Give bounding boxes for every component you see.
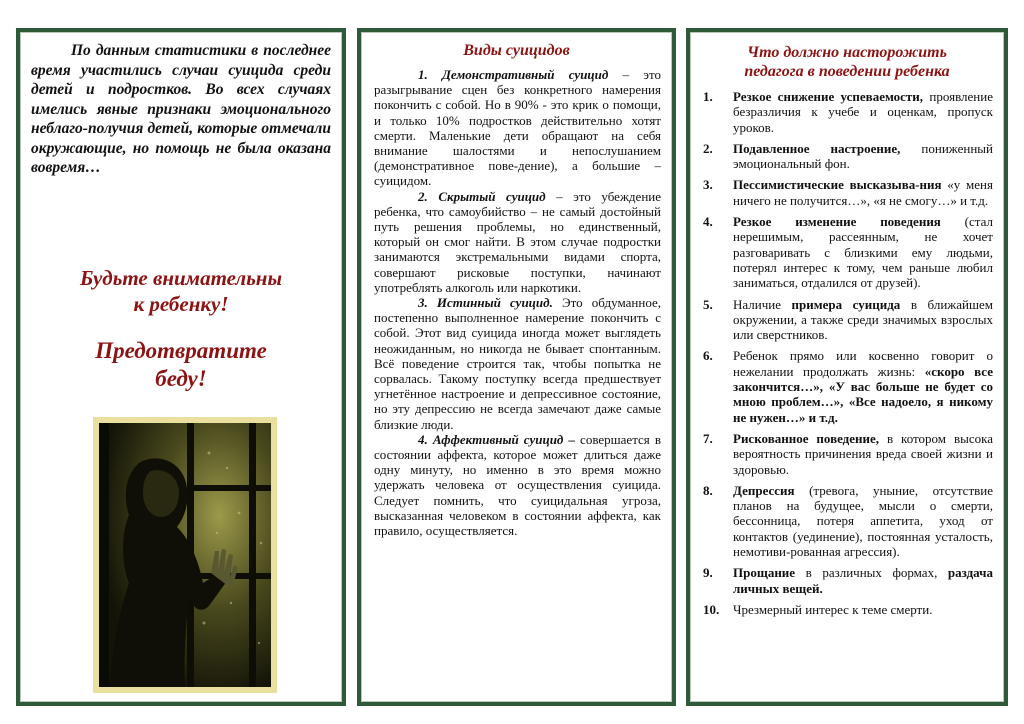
item-bold-text: раздача личных вещей. xyxy=(733,565,993,596)
item-bold-text: Пессимистические высказыва-ния xyxy=(733,177,942,193)
heading-line: педагога в поведении ребенка xyxy=(744,63,950,80)
list-item xyxy=(703,602,993,617)
item-number: 6. xyxy=(703,348,713,364)
item-bold-text: Резкое изменение поведения xyxy=(733,214,941,230)
left-panel-content xyxy=(20,32,342,702)
item-text: Ребенок прямо или косвенно говорит о нежелании продолжать жизнь: xyxy=(733,348,993,379)
item-bold-text: Прощание xyxy=(733,565,796,581)
appeal-line: к ребенку! xyxy=(133,292,229,316)
appeal-line: Предотвратите xyxy=(95,338,267,363)
item-number: 7. xyxy=(703,430,713,446)
item-bold-text: Подавленное настроение, xyxy=(733,140,901,156)
item-number: 2. xyxy=(703,140,713,156)
item-text: пониженный эмоциональный фон. xyxy=(733,140,993,172)
type-true xyxy=(374,295,661,432)
item-number: 9. xyxy=(703,565,713,581)
item-text: в различных формах, xyxy=(795,565,948,581)
appeal-line: беду! xyxy=(155,366,207,391)
list-item xyxy=(703,483,993,559)
appeal-prevent xyxy=(21,337,341,393)
item-bold-text: Резкое снижение успеваемости, xyxy=(733,89,924,104)
type-title: 4. Аффективный суицид – xyxy=(418,431,575,447)
girl-at-window-photo xyxy=(93,417,277,693)
appeal-be-attentive xyxy=(21,265,341,317)
list-item xyxy=(703,177,993,208)
list-item xyxy=(703,89,993,135)
appeal-line: Будьте внимательны xyxy=(79,266,283,290)
type-hidden xyxy=(374,189,661,295)
type-title: 1. Демонстративный суицид xyxy=(418,67,609,82)
warning-signs-heading xyxy=(691,43,1003,81)
item-bold-text: примера суицида xyxy=(791,296,901,312)
item-number: 1. xyxy=(703,89,713,104)
item-number: 3. xyxy=(703,177,713,193)
type-description: совершается в состоянии аффекта, которое может длиться даже одну минуту, но именно в это время можно удержать человека от осуществления суицида. Следует помнить, что суицидальная угроза, высказанная человеком в состоянии аффекта, как правило, осуществляется. xyxy=(374,431,661,539)
item-number: 8. xyxy=(703,482,713,498)
list-item xyxy=(703,348,993,424)
item-number: 10. xyxy=(703,601,720,617)
type-title: 3. Истинный суицид. xyxy=(418,295,553,311)
right-panel xyxy=(686,28,1008,706)
item-text: проявление безразличия к учебе и оценкам, пропуск уроков. xyxy=(733,89,993,135)
item-text: «у меня ничего не получится…», «я не смогу…» и т.д. xyxy=(733,177,993,208)
middle-panel xyxy=(357,28,676,706)
type-description: Это обдуманное, постепенно выполненное намерение покончить с собой. Этот вид суицида иногда может выглядеть неожиданным, но никогда не бывает спонтанным. Всё поведение строится так, чтобы попытка не сорвалась. Такому поступку всегда предшествует угнетённое настроение и депрессивное состояние, но эту депрессию не всегда замечают даже самые близкие люди. xyxy=(374,295,662,432)
item-text: (тревога, уныние, отсутствие планов на будущее, мысли о смерти, бессонница, потеря аппетита, уход от контактов (уединение), постоянная усталость, немотиви-рованная агрессия). xyxy=(733,482,993,560)
list-item xyxy=(703,297,993,343)
list-item xyxy=(703,565,993,596)
item-text: (стал нерешимым, рассеянным, не хочет разговаривать с близкими ему людьми, потерял интерес к тому, чем раньше любил заниматься, отдалился от друзей). xyxy=(733,214,993,291)
type-description: – это разыгрывание сцен без конкретного намерения покончить с собой. Но в 90% - это крик о помощи, и только 10% подростков действительно хотят смерти. Маленькие дети обращают на себя внимание шалостями и непослушанием (демонстративное пове-дение), а большие – суицидом. xyxy=(374,67,661,189)
item-text: Наличие xyxy=(733,296,792,312)
list-item xyxy=(703,431,993,477)
type-affective xyxy=(374,432,661,538)
suicide-types-heading: Виды суицидов xyxy=(463,42,570,59)
middle-panel-content xyxy=(361,32,672,702)
warning-signs-list xyxy=(703,89,993,623)
item-number: 4. xyxy=(703,214,713,230)
list-item xyxy=(703,141,993,172)
photo-illustration xyxy=(99,423,271,687)
item-text: в котором высока вероятность причинения вреда своей жизни и здоровью. xyxy=(733,430,993,477)
type-description: – это убеждение ребенка, что самоубийство – не самый достойный путь решения проблемы, но единственный, который он смог найти. В этом случае подростки занимаются экстремальными видами спорта, совершают рисковые поступки, начинают употреблять алкоголь или наркотики. xyxy=(374,188,662,295)
item-bold-text: Рискованное поведение, xyxy=(733,430,880,446)
left-panel xyxy=(16,28,346,706)
statistics-intro: По данным статистики в последнее время участились случаи суицида среди детей и подростков. Во всех случаях имелись явные признаки эмоционального неблаго-получия детей, которые отмечали окружающие, но помощь не была оказана вовремя… xyxy=(31,42,331,176)
item-bold-text: «скоро все закончится…», «У вас больше не будет со мною проблем…», «Все надоело, я никому не нужен…» и т.д. xyxy=(733,363,993,425)
item-bold-text: Депрессия xyxy=(733,482,795,498)
type-title: 2. Скрытый суицид xyxy=(418,188,546,204)
item-text: Чрезмерный интерес к теме смерти. xyxy=(733,601,933,617)
right-panel-content xyxy=(690,32,1004,702)
type-demonstrative xyxy=(374,67,661,189)
item-text: в ближайшем окружении, а также среди значимых взрослых или сверстников. xyxy=(733,296,994,343)
suicide-types-text xyxy=(374,67,661,538)
heading-line: Что должно насторожить xyxy=(747,44,947,61)
list-item xyxy=(703,214,993,290)
item-number: 5. xyxy=(703,296,713,312)
